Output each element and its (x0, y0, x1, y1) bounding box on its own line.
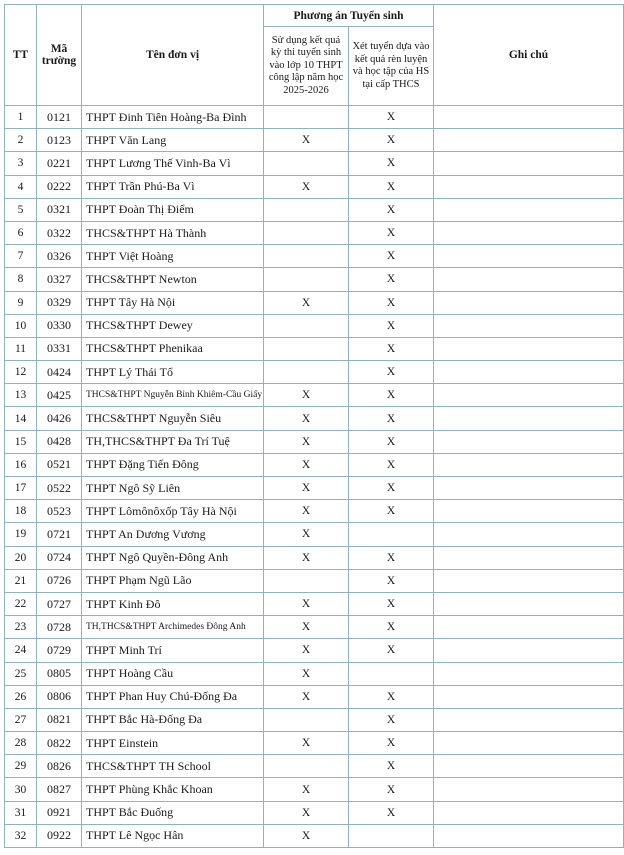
row-ghi-chu (434, 500, 624, 523)
row-ghi-chu (434, 801, 624, 824)
table-row (5, 384, 624, 407)
row-ghi-chu (434, 175, 624, 198)
row-option-exam (264, 221, 349, 244)
row-option-review: X (349, 152, 434, 175)
row-ten-don-vi: THPT Phạm Ngũ Lão (82, 569, 264, 592)
row-ten-don-vi: THPT Đoàn Thị Điểm (82, 198, 264, 221)
row-option-review: X (349, 685, 434, 708)
row-ma-truong: 0827 (37, 778, 82, 801)
row-option-review: X (349, 129, 434, 152)
table-row (5, 662, 624, 685)
row-tt: 9 (5, 291, 37, 314)
table-row (5, 221, 624, 244)
table-row (5, 639, 624, 662)
row-option-exam: X (264, 592, 349, 615)
row-option-review: X (349, 546, 434, 569)
row-ghi-chu (434, 361, 624, 384)
row-tt: 24 (5, 639, 37, 662)
header-ghi-chu: Ghi chú (434, 5, 624, 106)
row-ma-truong: 0424 (37, 361, 82, 384)
row-ma-truong: 0121 (37, 106, 82, 129)
row-ma-truong: 0330 (37, 314, 82, 337)
row-option-review: X (349, 430, 434, 453)
row-ghi-chu (434, 407, 624, 430)
row-tt: 22 (5, 592, 37, 615)
row-option-exam: X (264, 662, 349, 685)
row-tt: 5 (5, 198, 37, 221)
row-ten-don-vi: TH,THCS&THPT Archimedes Đông Anh (82, 616, 264, 639)
row-option-exam: X (264, 175, 349, 198)
row-ten-don-vi: THPT Ngô Quyền-Đông Anh (82, 546, 264, 569)
table-row (5, 523, 624, 546)
row-ghi-chu (434, 337, 624, 360)
row-ghi-chu (434, 453, 624, 476)
row-ten-don-vi: TH,THCS&THPT Đa Trí Tuệ (82, 430, 264, 453)
table-body (5, 106, 624, 848)
row-tt: 12 (5, 361, 37, 384)
row-option-review: X (349, 592, 434, 615)
row-ma-truong: 0822 (37, 732, 82, 755)
table-row (5, 245, 624, 268)
row-ten-don-vi: THPT Lý Thái Tổ (82, 361, 264, 384)
row-ghi-chu (434, 523, 624, 546)
row-ghi-chu (434, 106, 624, 129)
row-ten-don-vi: THPT Đặng Tiến Đông (82, 453, 264, 476)
row-ma-truong: 0523 (37, 500, 82, 523)
table-row (5, 778, 624, 801)
table-row (5, 477, 624, 500)
row-ten-don-vi: THPT Văn Lang (82, 129, 264, 152)
table-row (5, 732, 624, 755)
table-row (5, 616, 624, 639)
row-tt: 20 (5, 546, 37, 569)
row-option-review (349, 523, 434, 546)
admission-table (4, 4, 624, 848)
row-ten-don-vi: THPT Einstein (82, 732, 264, 755)
row-ten-don-vi: THCS&THPT Dewey (82, 314, 264, 337)
row-ma-truong: 0221 (37, 152, 82, 175)
row-tt: 1 (5, 106, 37, 129)
table-row (5, 337, 624, 360)
row-ma-truong: 0726 (37, 569, 82, 592)
table-row (5, 500, 624, 523)
row-option-exam (264, 361, 349, 384)
row-ten-don-vi: THPT Hoàng Cầu (82, 662, 264, 685)
row-ma-truong: 0321 (37, 198, 82, 221)
row-option-exam: X (264, 546, 349, 569)
row-tt: 23 (5, 616, 37, 639)
row-ma-truong: 0727 (37, 592, 82, 615)
row-ten-don-vi: THPT Kinh Đô (82, 592, 264, 615)
row-tt: 16 (5, 453, 37, 476)
row-ghi-chu (434, 662, 624, 685)
row-option-exam (264, 152, 349, 175)
row-tt: 30 (5, 778, 37, 801)
row-ghi-chu (434, 824, 624, 847)
row-ma-truong: 0322 (37, 221, 82, 244)
row-tt: 26 (5, 685, 37, 708)
row-ten-don-vi: THPT Minh Trí (82, 639, 264, 662)
row-tt: 27 (5, 708, 37, 731)
row-ghi-chu (434, 616, 624, 639)
row-tt: 19 (5, 523, 37, 546)
table-row (5, 569, 624, 592)
table-row (5, 198, 624, 221)
row-option-review: X (349, 198, 434, 221)
header-option-exam: Sử dụng kết quả kỳ thi tuyển sinh vào lớp 10 THPT công lập năm học 2025-2026 (264, 27, 349, 106)
row-option-exam: X (264, 407, 349, 430)
row-ten-don-vi: THPT Việt Hoàng (82, 245, 264, 268)
row-option-review: X (349, 801, 434, 824)
row-ghi-chu (434, 685, 624, 708)
row-ten-don-vi: THPT Tây Hà Nội (82, 291, 264, 314)
table-row (5, 361, 624, 384)
header-phuong-an: Phương án Tuyển sinh (264, 5, 434, 27)
row-tt: 32 (5, 824, 37, 847)
row-option-exam (264, 314, 349, 337)
row-ma-truong: 0426 (37, 407, 82, 430)
row-option-exam: X (264, 430, 349, 453)
row-option-exam: X (264, 384, 349, 407)
row-option-exam (264, 245, 349, 268)
row-ghi-chu (434, 129, 624, 152)
row-tt: 14 (5, 407, 37, 430)
row-ten-don-vi: THPT Bắc Hà-Đống Đa (82, 708, 264, 731)
row-ma-truong: 0728 (37, 616, 82, 639)
row-option-exam: X (264, 639, 349, 662)
row-option-review: X (349, 778, 434, 801)
row-option-exam: X (264, 732, 349, 755)
table-row (5, 129, 624, 152)
header-tt: TT (5, 5, 37, 106)
table-row (5, 152, 624, 175)
row-tt: 29 (5, 755, 37, 778)
row-ten-don-vi: THPT Phan Huy Chú-Đống Đa (82, 685, 264, 708)
row-option-review: X (349, 453, 434, 476)
row-option-review: X (349, 106, 434, 129)
row-option-exam (264, 198, 349, 221)
row-ghi-chu (434, 569, 624, 592)
row-ghi-chu (434, 732, 624, 755)
row-ten-don-vi: THCS&THPT Hà Thành (82, 221, 264, 244)
row-ten-don-vi: THPT Lương Thế Vinh-Ba Vì (82, 152, 264, 175)
row-option-exam: X (264, 778, 349, 801)
row-option-review: X (349, 569, 434, 592)
row-tt: 31 (5, 801, 37, 824)
row-ma-truong: 0805 (37, 662, 82, 685)
row-ma-truong: 0331 (37, 337, 82, 360)
row-option-review: X (349, 384, 434, 407)
row-option-exam: X (264, 523, 349, 546)
row-ten-don-vi: THCS&THPT TH School (82, 755, 264, 778)
row-ma-truong: 0329 (37, 291, 82, 314)
row-tt: 3 (5, 152, 37, 175)
table-row (5, 268, 624, 291)
table-row (5, 824, 624, 847)
table-row (5, 546, 624, 569)
row-option-review: X (349, 755, 434, 778)
table-row (5, 685, 624, 708)
header-ten-don-vi: Tên đơn vị (82, 5, 264, 106)
row-tt: 13 (5, 384, 37, 407)
row-ma-truong: 0729 (37, 639, 82, 662)
row-option-exam: X (264, 129, 349, 152)
table-row (5, 314, 624, 337)
row-option-review: X (349, 361, 434, 384)
row-tt: 4 (5, 175, 37, 198)
row-ten-don-vi: THCS&THPT Nguyễn Siêu (82, 407, 264, 430)
header-option-review: Xét tuyển dựa vào kết quả rèn luyện và học tập của HS tại cấp THCS (349, 27, 434, 106)
table-row (5, 708, 624, 731)
row-ten-don-vi: THPT Lômônôxốp Tây Hà Nội (82, 500, 264, 523)
row-option-exam (264, 268, 349, 291)
row-ten-don-vi: THCS&THPT Newton (82, 268, 264, 291)
row-ten-don-vi: THPT Ngô Sỹ Liên (82, 477, 264, 500)
row-option-review: X (349, 616, 434, 639)
row-ghi-chu (434, 245, 624, 268)
row-option-review: X (349, 221, 434, 244)
row-tt: 2 (5, 129, 37, 152)
row-tt: 10 (5, 314, 37, 337)
row-ghi-chu (434, 592, 624, 615)
table-row (5, 755, 624, 778)
row-option-exam: X (264, 453, 349, 476)
row-ten-don-vi: THPT Bắc Đuống (82, 801, 264, 824)
row-option-exam: X (264, 824, 349, 847)
row-ma-truong: 0521 (37, 453, 82, 476)
row-tt: 11 (5, 337, 37, 360)
row-option-review: X (349, 407, 434, 430)
row-ghi-chu (434, 708, 624, 731)
row-tt: 8 (5, 268, 37, 291)
row-option-review: X (349, 245, 434, 268)
row-option-exam: X (264, 616, 349, 639)
row-ma-truong: 0721 (37, 523, 82, 546)
row-option-exam (264, 755, 349, 778)
row-ma-truong: 0222 (37, 175, 82, 198)
row-tt: 6 (5, 221, 37, 244)
row-ghi-chu (434, 477, 624, 500)
row-option-exam (264, 708, 349, 731)
row-ten-don-vi: THCS&THPT Nguyễn Bỉnh Khiêm-Cầu Giấy (82, 384, 264, 407)
row-ghi-chu (434, 778, 624, 801)
row-ghi-chu (434, 314, 624, 337)
table-row (5, 592, 624, 615)
row-option-exam: X (264, 477, 349, 500)
row-ten-don-vi: THPT Phùng Khắc Khoan (82, 778, 264, 801)
row-option-exam: X (264, 500, 349, 523)
row-tt: 17 (5, 477, 37, 500)
row-ma-truong: 0806 (37, 685, 82, 708)
table-row (5, 430, 624, 453)
row-ghi-chu (434, 268, 624, 291)
row-option-exam: X (264, 801, 349, 824)
row-option-exam: X (264, 291, 349, 314)
row-ma-truong: 0326 (37, 245, 82, 268)
row-option-exam (264, 569, 349, 592)
row-option-review: X (349, 500, 434, 523)
table-row (5, 291, 624, 314)
row-option-review: X (349, 639, 434, 662)
row-ma-truong: 0821 (37, 708, 82, 731)
row-ma-truong: 0724 (37, 546, 82, 569)
row-tt: 25 (5, 662, 37, 685)
row-tt: 15 (5, 430, 37, 453)
row-ma-truong: 0123 (37, 129, 82, 152)
row-option-exam (264, 337, 349, 360)
row-tt: 18 (5, 500, 37, 523)
row-option-exam: X (264, 685, 349, 708)
row-ghi-chu (434, 291, 624, 314)
row-ghi-chu (434, 639, 624, 662)
row-tt: 28 (5, 732, 37, 755)
row-option-review: X (349, 268, 434, 291)
row-tt: 21 (5, 569, 37, 592)
row-option-review: X (349, 708, 434, 731)
row-ma-truong: 0522 (37, 477, 82, 500)
row-option-review: X (349, 175, 434, 198)
row-ghi-chu (434, 152, 624, 175)
row-ten-don-vi: THPT Lê Ngọc Hân (82, 824, 264, 847)
row-ten-don-vi: THPT Trần Phú-Ba Vì (82, 175, 264, 198)
table-row (5, 801, 624, 824)
row-ma-truong: 0425 (37, 384, 82, 407)
row-option-exam (264, 106, 349, 129)
row-option-review: X (349, 477, 434, 500)
header-ma-truong: Mã trường (37, 5, 82, 106)
row-option-review: X (349, 314, 434, 337)
row-option-review: X (349, 337, 434, 360)
row-option-review: X (349, 291, 434, 314)
row-ma-truong: 0921 (37, 801, 82, 824)
row-ghi-chu (434, 384, 624, 407)
table-row (5, 453, 624, 476)
row-ten-don-vi: THCS&THPT Phenikaa (82, 337, 264, 360)
table-row (5, 175, 624, 198)
row-option-review: X (349, 732, 434, 755)
table-row (5, 106, 624, 129)
row-ghi-chu (434, 198, 624, 221)
row-option-review (349, 662, 434, 685)
row-ghi-chu (434, 221, 624, 244)
row-ten-don-vi: THPT Đinh Tiên Hoàng-Ba Đình (82, 106, 264, 129)
row-option-review (349, 824, 434, 847)
row-ghi-chu (434, 755, 624, 778)
row-ma-truong: 0826 (37, 755, 82, 778)
row-ma-truong: 0428 (37, 430, 82, 453)
row-ten-don-vi: THPT An Dương Vương (82, 523, 264, 546)
table-row (5, 407, 624, 430)
row-ghi-chu (434, 430, 624, 453)
row-ghi-chu (434, 546, 624, 569)
row-ma-truong: 0327 (37, 268, 82, 291)
row-ma-truong: 0922 (37, 824, 82, 847)
row-tt: 7 (5, 245, 37, 268)
